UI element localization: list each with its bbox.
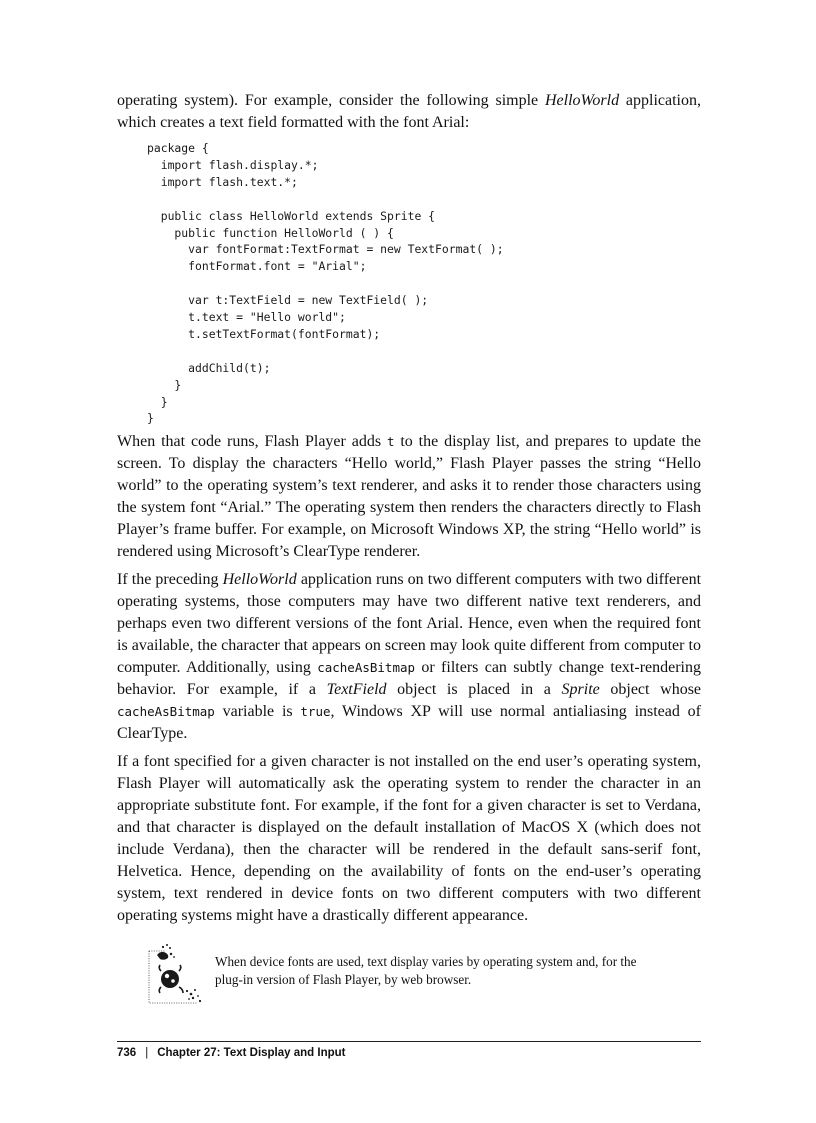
text-run: object is placed in a [386, 681, 562, 699]
text-run: object whose [599, 681, 702, 699]
chapter-title: Chapter 27: Text Display and Input [157, 1047, 346, 1059]
paragraph-different-computers [117, 569, 701, 745]
text-run: operating system). For example, consider the following simple [117, 92, 545, 109]
tip-icon [145, 941, 211, 1011]
page-footer [117, 1047, 345, 1059]
tip-note [117, 941, 701, 1011]
emphasis: Sprite [561, 681, 600, 699]
text-run: If the preceding [117, 571, 223, 589]
code-line: import flash.display.*; [147, 157, 319, 172]
code-line: import flash.text.*; [147, 174, 298, 189]
code-line: public class HelloWorld extends Sprite { [147, 208, 436, 223]
code-line [147, 191, 701, 208]
footer-rule [117, 1041, 701, 1042]
code-line: t.text = "Hello world"; [147, 310, 346, 325]
page-body [117, 90, 701, 1011]
text-run: When that code runs, Flash Player adds [117, 433, 387, 451]
text-run: variable is [214, 703, 301, 721]
paragraph-flash-player-render [117, 431, 701, 563]
emphasis: HelloWorld [545, 92, 620, 109]
code-line: } [147, 394, 168, 409]
code-line: var fontFormat:TextFormat = new TextFormat( ); [147, 242, 504, 257]
emphasis: HelloWorld [222, 571, 297, 589]
footer-separator: | [145, 1047, 149, 1059]
tip-text: When device fonts are used, text display varies by operating system and, for the plug-in version of Flash Player, by web browser. [215, 954, 637, 988]
inline-code: cacheAsBitmap [117, 704, 215, 720]
code-listing [147, 140, 701, 427]
code-line: var t:TextField = new TextField( ); [147, 293, 429, 308]
text-run: to the display list, and prepares to update the screen. To display the characters “Hello world,” Flash Player passes the string “Hello world” to the operating system’s text renderer, and asks it to render those characters using the system font “Arial.” The operating system then renders the characters directly to Flash Player’s frame buffer. For example, on Microsoft Windows XP, the string “Hello world” is rendered using Microsoft’s ClearType renderer. [117, 433, 702, 561]
emphasis: TextField [326, 681, 387, 699]
text-run: or filters can subtly change text-rendering behavior. For example, if a [117, 659, 701, 699]
code-line: t.setTextFormat(fontFormat); [147, 326, 381, 341]
page-number: 736 [117, 1047, 137, 1059]
code-line: } [147, 377, 182, 392]
code-line: fontFormat.font = "Arial"; [147, 259, 367, 274]
code-line: package { [147, 141, 209, 155]
code-line: public function HelloWorld ( ) { [147, 225, 394, 240]
code-line [147, 275, 701, 292]
paragraph-font-substitution: If a font specified for a given character is not installed on the end user’s operating system, Flash Player will automatically ask the operating system to render the character in an appropriate substitute font. For example, if the font for a given character is set to Verdana, and that character is displayed on the default installation of MacOS X (which does not include Verdana), then the character will be rendered in the default sans-serif font, Helvetica. Hence, depending on the availability of fonts on the end-user’s operating system, text rendered in device fonts on two different computers with two different operating systems might have a drastically different appearance. [117, 753, 701, 925]
code-line: addChild(t); [147, 360, 271, 375]
text-run: application runs on two different computers with two different operating systems, those computers may have two different native text renderers, and perhaps even two different versions of the font Arial. Hence, even when the required font is available, the character that appears on screen may look quite different from computer to computer. Additionally, using [117, 571, 702, 677]
code-line: } [147, 411, 154, 426]
inline-code: true [300, 704, 331, 720]
text-run: application, which creates a text field formatted with the font Arial: [117, 92, 702, 131]
intro-paragraph [117, 90, 701, 134]
inline-code: cacheAsBitmap [317, 660, 416, 676]
text-run: , Windows XP will use normal antialiasing instead of ClearType. [117, 703, 702, 743]
inline-code: t [386, 434, 395, 450]
code-line [147, 343, 701, 360]
